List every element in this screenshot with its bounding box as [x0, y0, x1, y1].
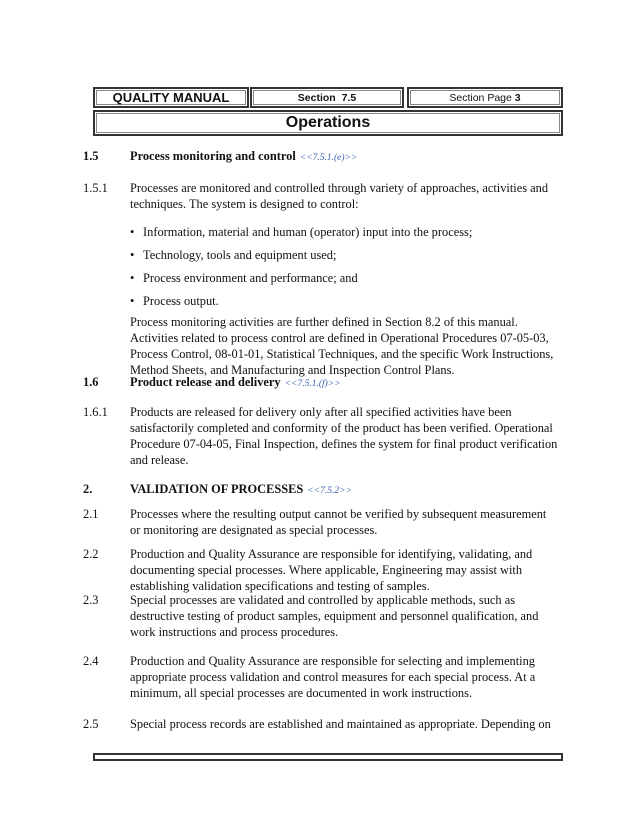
bullet-item [130, 293, 219, 309]
bullet-icon: • [130, 271, 135, 285]
bullet-item [130, 270, 358, 286]
page-title: Operations [285, 114, 371, 131]
bullet-icon: • [130, 248, 135, 262]
standard-reference: <<7.5.1.(e)>> [299, 153, 358, 163]
paragraph-line: destructive testing of product samples, equipment and personnel qualification, and [130, 609, 539, 623]
section-heading [130, 148, 357, 164]
paragraph-line: Special processes are validated and controlled by applicable methods, such as [130, 593, 516, 607]
paragraph-line: minimum, all special processes are documented in work instructions. [130, 686, 473, 700]
section-number: 2.5 [83, 717, 99, 731]
paragraph-line: establishing validation specifications and testing of samples. [130, 579, 430, 593]
paragraph [130, 653, 535, 701]
page-title-box [93, 110, 563, 136]
section-number: 1.6.1 [83, 405, 108, 419]
bullet-text: Process environment and performance; and [143, 271, 358, 285]
paragraph-line: satisfactorily completed and conformity of the product has been verified. Operational [130, 421, 553, 435]
section-number: 1.5.1 [83, 181, 108, 195]
heading-text: Product release and delivery [130, 375, 281, 389]
paragraph-line: Method Sheets, and Manufacturing and Inspection Control Plans. [130, 363, 455, 377]
bullet-icon: • [130, 294, 135, 308]
standard-reference: <<7.5.1.(f)>> [284, 379, 341, 389]
section-label: Section [297, 91, 336, 104]
paragraph-line: Activities related to process control are defined in Operational Procedures 07-05-03, [130, 331, 549, 345]
paragraph-line: techniques. The system is designed to control: [130, 197, 359, 211]
section-number: 7.5 [341, 91, 357, 104]
bullet-text: Technology, tools and equipment used; [143, 248, 337, 262]
paragraph-line: appropriate process validation and control measures for each special process. At a [130, 670, 536, 684]
paragraph-line: Procedure 07-04-05, Final Inspection, defines the system for final product verification [130, 437, 558, 451]
bullet-item [130, 247, 336, 263]
manual-title: QUALITY MANUAL [112, 90, 230, 105]
bullet-text: Information, material and human (operator) input into the process; [143, 225, 473, 239]
heading-text: VALIDATION OF PROCESSES [130, 482, 304, 496]
bullet-icon: • [130, 225, 135, 239]
section-number: 2.4 [83, 654, 99, 668]
section-number: 1.6 [83, 375, 99, 389]
page-number: 3 [514, 91, 521, 104]
section-box [250, 87, 404, 108]
section-heading [130, 481, 352, 497]
section-number: 1.5 [83, 149, 99, 163]
paragraph-line: Process monitoring activities are further defined in Section 8.2 of this manual. [130, 315, 518, 329]
paragraph-line: Production and Quality Assurance are responsible for identifying, validating, and [130, 547, 533, 561]
section-number: 2. [83, 482, 93, 496]
paragraph-line: Processes where the resulting output cannot be verified by subsequent measurement [130, 507, 547, 521]
page-label: Section Page [449, 91, 512, 104]
paragraph-line: Production and Quality Assurance are responsible for selecting and implementing [130, 654, 536, 668]
paragraph-line: and release. [130, 453, 189, 467]
paragraph-line: Special process records are established and maintained as appropriate. Depending on [130, 717, 551, 731]
paragraph [130, 592, 538, 640]
paragraph-line: documenting special processes. Where applicable, Engineering may assist with [130, 563, 523, 577]
footer-bar [93, 753, 563, 761]
section-number: 2.1 [83, 507, 99, 521]
paragraph [130, 546, 532, 594]
paragraph-line: Processes are monitored and controlled through variety of approaches, activities and [130, 181, 549, 195]
paragraph [130, 716, 551, 732]
section-heading [130, 374, 341, 390]
standard-reference: <<7.5.2>> [307, 486, 352, 496]
paragraph [130, 314, 553, 378]
page-box [407, 87, 563, 108]
paragraph [130, 180, 548, 212]
paragraph-line: work instructions and process procedures. [130, 625, 339, 639]
section-number: 2.2 [83, 547, 99, 561]
paragraph [130, 506, 546, 538]
bullet-item [130, 224, 472, 240]
paragraph-line: Process Control, 08-01-01, Statistical Techniques, and the specific Work Instructions, [130, 347, 554, 361]
paragraph-line: or monitoring are designated as special processes. [130, 523, 378, 537]
paragraph [130, 404, 557, 468]
manual-title-box [93, 87, 249, 108]
heading-text: Process monitoring and control [130, 149, 296, 163]
bullet-text: Process output. [143, 294, 219, 308]
paragraph-line: Products are released for delivery only after all specified activities have been [130, 405, 512, 419]
section-number: 2.3 [83, 593, 99, 607]
